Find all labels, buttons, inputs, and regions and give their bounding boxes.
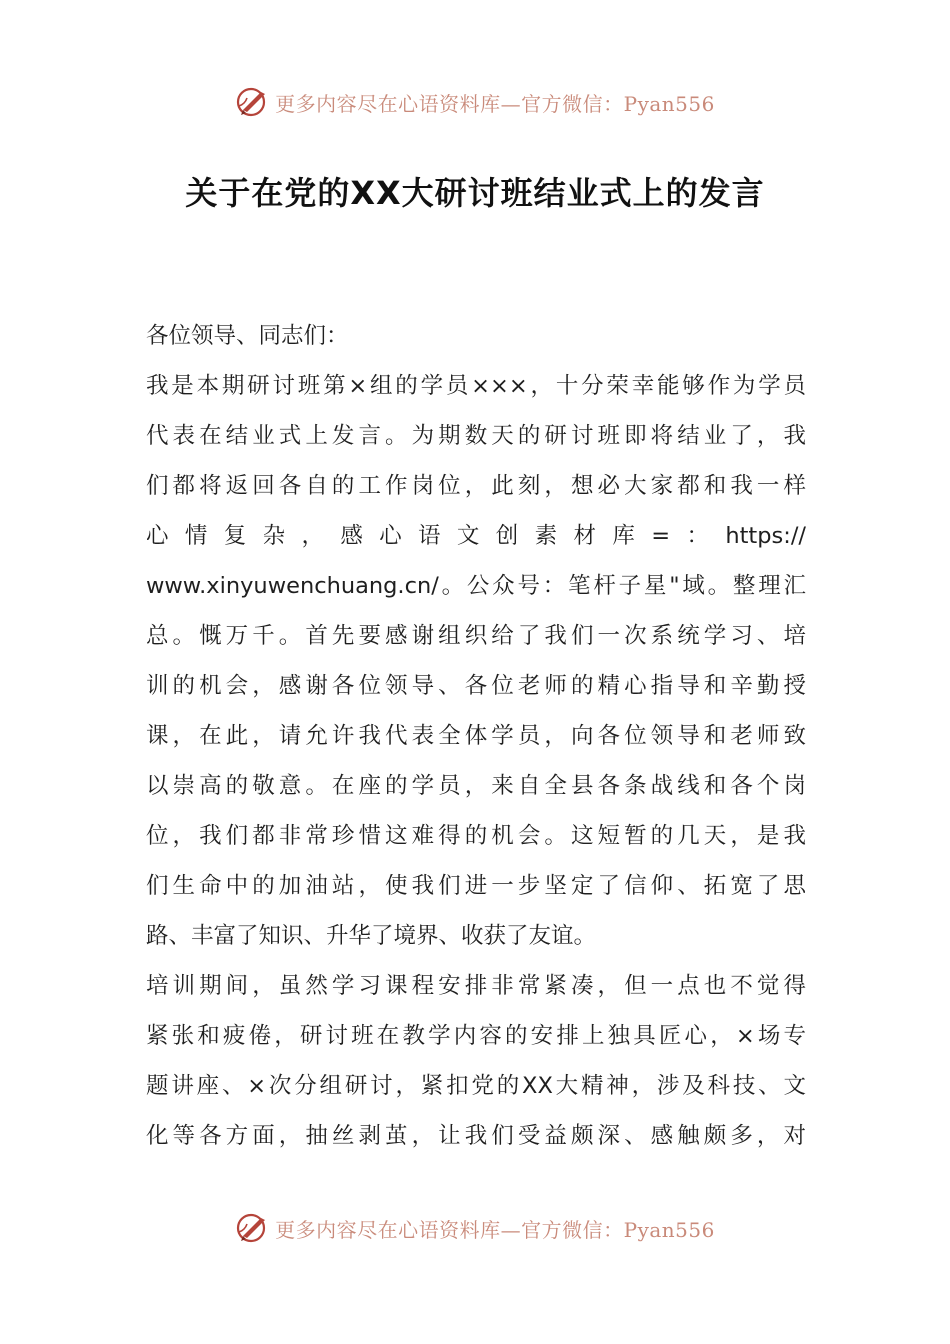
text-line: 训的机会，感谢各位领导、各位老师的精心指导和辛勤授	[146, 673, 806, 699]
text-line: 位，我们都非常珍惜这难得的机会。这短暂的几天，是我	[146, 823, 806, 849]
text-line: 们生命中的加油站，使我们进一步坚定了信仰、拓宽了思	[146, 873, 806, 899]
watermark-text: 更多内容尽在心语资料库—官方微信：Pyan556	[275, 91, 715, 116]
text-line: www.xinyuwenchuang.cn/。公众号：笔杆子星"域。整理汇	[146, 573, 806, 599]
text-line: 紧张和疲倦，研讨班在教学内容的安排上独具匠心，×场专	[146, 1023, 806, 1049]
text-line: 路、丰富了知识、升华了境界、收获了友谊。	[146, 923, 597, 949]
text-line: 我是本期研讨班第×组的学员×××，十分荣幸能够作为学员	[146, 373, 806, 399]
watermark-text: 更多内容尽在心语资料库—官方微信：Pyan556	[275, 1217, 715, 1242]
text-line: 们都将返回各自的工作岗位，此刻，想必大家都和我一样	[146, 473, 806, 499]
header-watermark-banner	[0, 82, 950, 122]
text-line: 题讲座、×次分组研讨，紧扣党的XX大精神，涉及科技、文	[146, 1073, 806, 1099]
document-title: 关于在党的XX大研讨班结业式上的发言	[185, 174, 765, 212]
text-line: 化等各方面，抽丝剥茧，让我们受益颇深、感触颇多，对	[146, 1123, 806, 1149]
text-line: 心情复杂，感心语文创素材库=：https://	[146, 523, 806, 549]
text-line: 以崇高的敬意。在座的学员，来自全县各条战线和各个岗	[146, 773, 806, 799]
pen-logo-icon	[235, 84, 271, 120]
text-line: 代表在结业式上发言。为期数天的研讨班即将结业了，我	[146, 423, 806, 449]
text-line: 各位领导、同志们：	[146, 323, 349, 349]
document-body	[146, 311, 806, 1161]
text-line: 课，在此，请允许我代表全体学员，向各位领导和老师致	[146, 723, 806, 749]
text-line: 总。慨万千。首先要感谢组织给了我们一次系统学习、培	[146, 623, 806, 649]
pen-logo-icon	[235, 1210, 271, 1246]
footer-watermark-banner	[0, 1208, 950, 1248]
text-line: 培训期间，虽然学习课程安排非常紧凑，但一点也不觉得	[146, 973, 806, 999]
